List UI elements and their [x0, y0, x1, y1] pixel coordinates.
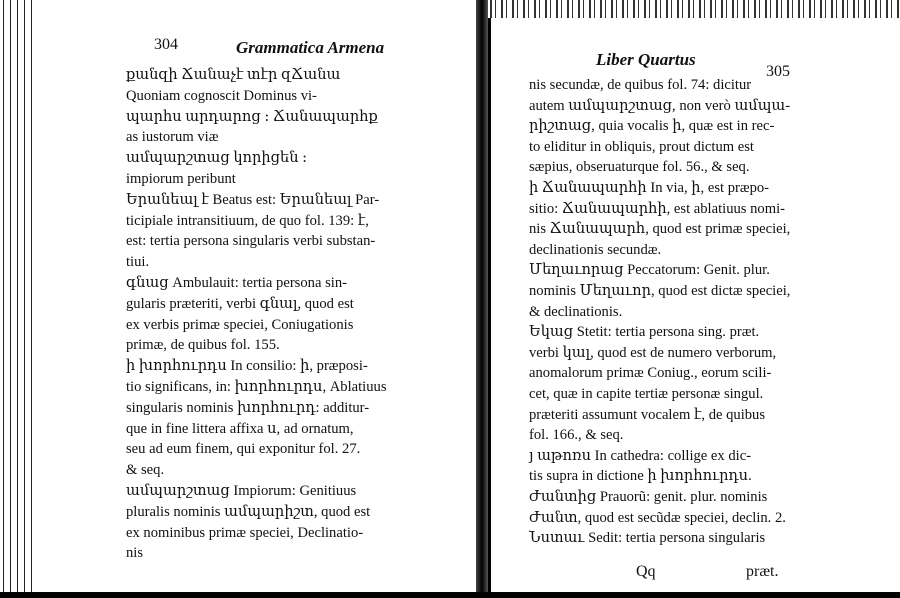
text-line: as iustorum viæ	[126, 129, 219, 146]
right-page	[488, 18, 900, 593]
text-line: est: tertia persona singularis verbi substan-	[126, 233, 376, 250]
book-gutter	[476, 0, 488, 598]
text-line: յ աթոռս In cathedra: collige ex dic-	[529, 447, 752, 464]
text-line: pluralis nominis ամպարիշտ, quod est	[126, 503, 371, 520]
text-line: primæ, de quibus fol. 155.	[126, 337, 280, 354]
text-line: րիշտաց, quia vocalis ի, quæ est in rec-	[529, 118, 775, 135]
text-line: Նստաւ Sedit: tertia persona singularis	[529, 530, 766, 547]
text-line: ի խորհուրդս In consilio: ի, præposi-	[126, 358, 368, 375]
signature-mark: Qq	[636, 563, 656, 580]
running-head-right: Liber Quartus	[596, 50, 696, 69]
text-line: singularis nominis խորհուրդ: additur-	[126, 399, 370, 416]
text-line: sæpius, obseruaturque fol. 56., & seq.	[529, 159, 750, 176]
text-line: tis supra in dictione ի խորհուրդս.	[529, 468, 752, 485]
text-line: ex nominibus primæ speciei, Declinatio-	[126, 524, 364, 541]
left-page	[36, 18, 478, 593]
text-line: que in fine littera affixa ս, ad ornatum,	[126, 420, 354, 437]
page-number-left: 304	[154, 36, 178, 53]
text-line: ticipiale intransitiuum, de quo fol. 139: է,	[126, 212, 369, 229]
text-line: tiui.	[126, 254, 150, 271]
page-edges-left	[0, 0, 34, 598]
text-line: autem ամպարշտաց, non verò ամպա-	[529, 97, 791, 114]
text-line: քանզի Ճանաչէ տէր զՃանա	[126, 67, 341, 83]
text-line: fol. 166., & seq.	[529, 427, 624, 444]
text-line: verbi կալ, quod est de numero verborum,	[529, 344, 777, 361]
page-edges-top	[490, 0, 900, 20]
page-number-right: 305	[766, 63, 790, 80]
text-line: impiorum peribunt	[126, 171, 236, 187]
text-line: ամպարշտաց կորիցեն ։	[126, 150, 308, 167]
text-line: Ժանտ, quod est secũdæ speciei, declin. 2.	[529, 509, 786, 526]
text-line: & seq.	[126, 462, 165, 479]
running-head-left: Grammatica Armena	[236, 38, 385, 57]
text-line: & declinationis.	[529, 303, 623, 320]
text-line: nominis Մեղաւոր, quod est dictæ speciei,	[529, 283, 791, 299]
scan-bottom-edge	[0, 592, 900, 598]
text-line: ամպարշտաց Impiorum: Genitiuus	[126, 483, 357, 499]
text-line: գնաց Ambulauit: tertia persona sin-	[126, 275, 347, 291]
text-line: nis secundæ, de quibus fol. 74: dicitur	[529, 77, 752, 93]
text-line: ի Ճանապարհի In via, ի, est præpo-	[529, 180, 770, 196]
text-line: Եկաց Stetit: tertia persona sing. præt.	[529, 324, 760, 341]
text-line: Երանեալ է Beatus est: Երանեալ Par-	[126, 191, 380, 208]
text-line: tio significans, in: խորհուրդս, Ablatiuus	[126, 379, 387, 395]
text-line: anomalorum primæ Coniug., eorum scili-	[529, 365, 772, 382]
catchword: præt.	[746, 563, 779, 580]
text-line: sitio: Ճանապարհի, est ablatiuus nomi-	[529, 200, 785, 217]
text-line: nis	[126, 545, 144, 562]
text-line: պարհս արդարոց ։ Ճանապարհք	[126, 108, 378, 125]
text-line: cet, quæ in capite tertiæ personæ singul.	[529, 386, 764, 402]
text-line: seu ad eum finem, qui exponitur fol. 27.	[126, 441, 361, 458]
text-line: Մեղաւորաց Peccatorum: Genit. plur.	[529, 262, 770, 279]
text-line: declinationis secundæ.	[529, 241, 662, 258]
text-line: præteriti assumunt vocalem է, de quibus	[529, 406, 766, 423]
text-line: Quoniam cognoscit Dominus vi-	[126, 87, 317, 104]
text-line: nis Ճանապարհ, quod est primæ speciei,	[529, 221, 791, 238]
text-line: ex verbis primæ speciei, Coniugationis	[126, 316, 354, 333]
text-line: Ժանտից Prauorũ: genit. plur. nominis	[529, 489, 768, 505]
text-line: gularis præteriti, verbi գնալ, quod est	[126, 295, 354, 312]
text-line: to eliditur in obliquis, prout dictum est	[529, 138, 754, 155]
